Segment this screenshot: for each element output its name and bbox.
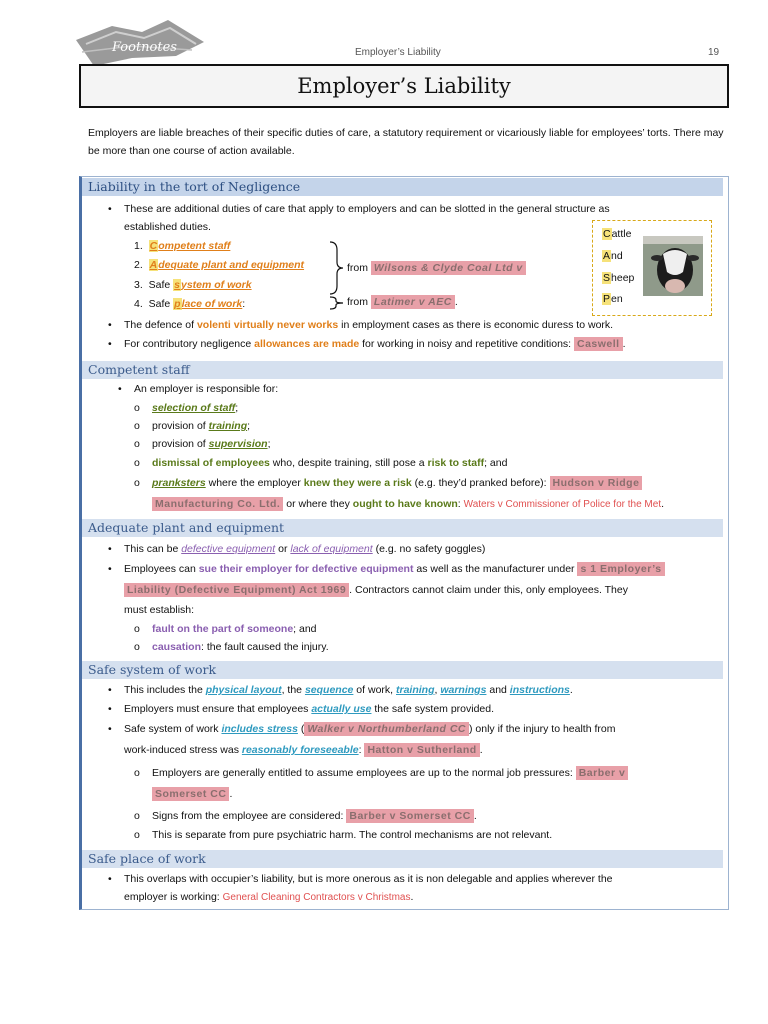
case-hudson-cont: Manufacturing Co. Ltd. — [152, 497, 283, 511]
place-bullet-a: This overlaps with occupier’s liability, but is more onerous as it is non delegable and applies wherever the — [124, 873, 613, 885]
duty-item: 2. Adequate plant and equipment — [134, 259, 305, 271]
mnemonic-line: Sheep — [603, 272, 635, 284]
competent-item-1: selection of staff; — [152, 402, 239, 414]
duty-item: 1. Competent staff — [134, 240, 231, 252]
system-bullet-1: This includes the physical layout, the sequence of work, training, warnings and instructions. — [124, 684, 573, 696]
brace-icon — [328, 240, 344, 296]
bullet-dot: • — [108, 319, 112, 331]
section-heading-negligence: Liability in the tort of Negligence — [82, 178, 723, 196]
mnemonic-line: Pen — [603, 293, 623, 305]
case-latimer: Latimer v AEC — [371, 295, 455, 309]
mnemonic-line: And — [603, 250, 623, 262]
case-hatton: Hatton v Sutherland — [364, 743, 479, 757]
section-heading-competent-staff: Competent staff — [82, 361, 723, 379]
bullet-dot: • — [108, 203, 112, 215]
sub-bullet: o — [134, 438, 140, 450]
system-bullet-2: Employers must ensure that employees actually use the safe system provided. — [124, 703, 495, 715]
case-waters: Waters v Commissioner of Police for the Met — [463, 499, 662, 510]
system-sub-2: Signs from the employee are considered: Barber v Somerset CC . — [152, 810, 477, 822]
sub-bullet: o — [134, 477, 140, 489]
competent-lead: An employer is responsible for: — [134, 383, 279, 395]
case-caswell: Caswell — [574, 337, 623, 351]
sub-bullet: o — [134, 420, 140, 432]
section-heading-system: Safe system of work — [82, 661, 723, 679]
competent-item-5b: Manufacturing Co. Ltd. or where they ought to have known: Waters v Commissioner of Police for the Met. — [152, 497, 664, 512]
plant-bullet-2b: Liability (Defective Equipment) Act 1969 . Contractors cannot claim under this, only employees. They — [124, 583, 628, 597]
system-sub-1a: Employers are generally entitled to assume employees are up to the normal job pressures: Barber v — [152, 766, 628, 780]
from-wilsons: from Wilsons & Clyde Coal Ltd v — [347, 261, 526, 275]
place-bullet-b: employer is working: General Cleaning Contractors v Christmas. — [124, 891, 414, 903]
section-heading-place: Safe place of work — [82, 850, 723, 868]
running-title: Employer’s Liability — [355, 47, 441, 58]
case-act-1969: s 1 Employer’s — [577, 562, 664, 576]
sub-bullet: o — [134, 829, 140, 841]
section-heading-plant: Adequate plant and equipment — [82, 519, 723, 537]
system-sub-1b: Somerset CC . — [152, 787, 232, 801]
duty-item: 4. Safe place of work: — [134, 298, 246, 310]
case-wilsons: Wilsons & Clyde Coal Ltd v — [371, 261, 526, 275]
bullet-dot: • — [118, 383, 122, 395]
case-barber: Barber v — [576, 766, 629, 780]
negligence-bullet-1a: These are additional duties of care that apply to employers and can be slotted in the general structure as — [124, 203, 610, 215]
case-hudson: Hudson v Ridge — [550, 476, 643, 490]
sub-bullet: o — [134, 402, 140, 414]
plant-sub-1: fault on the part of someone; and — [152, 623, 317, 635]
bullet-dot: • — [108, 703, 112, 715]
bullet-dot: • — [108, 338, 112, 350]
page-title: Employer’s Liability — [297, 74, 511, 98]
bullet-dot: • — [108, 873, 112, 885]
duty-item: 3. Safe system of work — [134, 279, 252, 291]
bullet-dot: • — [108, 543, 112, 555]
competent-item-4: dismissal of employees who, despite training, still pose a risk to staff; and — [152, 457, 508, 469]
plant-sub-2: causation: the fault caused the injury. — [152, 641, 329, 653]
system-bullet-3b: work-induced stress was reasonably foreseeable: Hatton v Sutherland . — [124, 744, 483, 756]
brace-icon — [328, 296, 344, 310]
intro-paragraph: Employers are liable breaches of their specific duties of care, a statutory requirement or vicariously liable for employees’ torts. There may be more than one course of action available. — [88, 127, 724, 157]
competent-item-2: provision of training; — [152, 420, 251, 432]
plant-bullet-1: This can be defective equipment or lack of equipment (e.g. no safety goggles) — [124, 543, 486, 555]
case-walker: Walker v Northumberland CC — [304, 722, 469, 736]
case-general-cleaning: General Cleaning Contractors v Christmas — [222, 892, 411, 903]
bullet-dot: • — [108, 723, 112, 735]
sub-bullet: o — [134, 810, 140, 822]
case-act-1969-cont: Liability (Defective Equipment) Act 1969 — [124, 583, 349, 597]
page-number: 19 — [708, 47, 720, 58]
mnemonic-line: Cattle — [603, 228, 632, 240]
logo-text: Footnotes — [112, 40, 177, 55]
sub-bullet: o — [134, 457, 140, 469]
sub-bullet: o — [134, 641, 140, 653]
case-barber-2: Barber v Somerset CC — [346, 809, 473, 823]
page-title-box — [79, 64, 729, 108]
negligence-bullet-3: For contributory negligence allowances are made for working in noisy and repetitive conditions: Caswell . — [124, 338, 626, 350]
plant-bullet-2a: Employees can sue their employer for defective equipment as well as the manufacturer under s 1 Employer’s — [124, 562, 665, 576]
cow-image — [643, 236, 703, 296]
negligence-bullet-1b: established duties. — [124, 221, 211, 233]
from-latimer: from Latimer v AEC . — [347, 296, 458, 308]
case-barber-cont: Somerset CC — [152, 787, 229, 801]
competent-item-5a: pranksters where the employer knew they were a risk (e.g. they’d pranked before): Hudson v Ridge — [152, 476, 642, 490]
sub-bullet: o — [134, 623, 140, 635]
system-bullet-3a: Safe system of work includes stress ( Walker v Northumberland CC ) only if the injury to health from — [124, 723, 616, 735]
bullet-dot: • — [108, 563, 112, 575]
competent-item-3: provision of supervision; — [152, 438, 271, 450]
plant-bullet-2c: must establish: — [124, 604, 195, 616]
bullet-dot: • — [108, 684, 112, 696]
system-sub-3: This is separate from pure psychiatric harm. The control mechanisms are not relevant. — [152, 829, 553, 841]
sub-bullet: o — [134, 767, 140, 779]
negligence-bullet-2: The defence of volenti virtually never works in employment cases as there is economic duress to work. — [124, 319, 614, 331]
